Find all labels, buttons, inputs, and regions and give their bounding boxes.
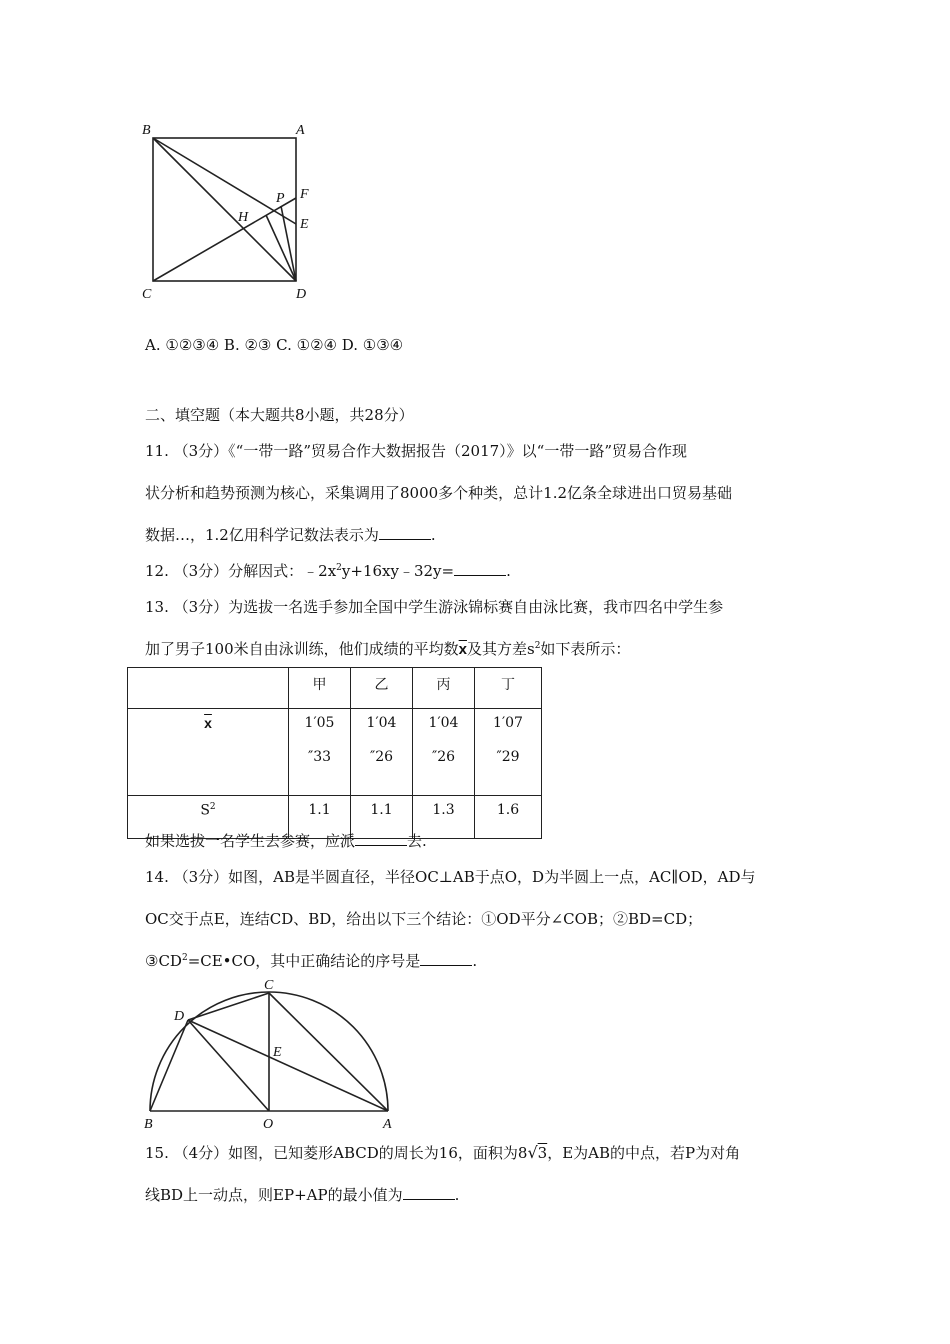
sqrt-symbol: √ (527, 1143, 538, 1162)
mean-bing-top: 1′04 (428, 715, 459, 731)
q12-line (145, 560, 511, 581)
q15-line2-text: 线BD上一动点，则EP+AP的最小值为 (145, 1186, 403, 1204)
label-a2: A (383, 1117, 392, 1130)
mean-ding-top: 1′07 (493, 715, 523, 731)
q13-answer-blank (355, 833, 407, 846)
line-pd (281, 206, 296, 281)
mean-label: $\overline{x}$ (204, 715, 212, 731)
q12-answer-blank (454, 563, 506, 576)
mean-cell (351, 709, 413, 796)
q14-sup: 2 (181, 953, 188, 963)
q13-line2-c: 如下表所示： (540, 640, 631, 658)
line-bd (150, 1020, 188, 1111)
q13-line1: 13. （3分）为选拔一名选手参加全国中学生游泳锦标赛自由泳比赛，我市四名中学生参 (145, 598, 724, 616)
q13-after-text: 如果选拔一名学生去参赛，应派 (145, 832, 356, 850)
header-ding: 丁 (475, 668, 542, 709)
q11-line3 (145, 524, 436, 545)
q14-line3-a: ③CD (145, 952, 182, 970)
q15-line2 (145, 1184, 459, 1205)
label-d: D (296, 287, 307, 302)
line-da (188, 1020, 388, 1111)
table-corner-cell (128, 668, 289, 709)
diagonal-bd (153, 138, 296, 281)
label-p: P (276, 191, 285, 206)
sqrt-value: 3 (537, 1144, 548, 1162)
q14-line1: 14. （3分）如图，AB是半圆直径，半径OC⊥AB于点O，D为半圆上一点，AC∥OD，AD与 (145, 868, 756, 886)
mean-cell (289, 709, 351, 796)
q15-line1 (145, 1142, 740, 1163)
q11-line1: 11. （3分）《“一带一路”贸易合作大数据报告（2017）》以“一带一路”贸易合作现 (145, 442, 688, 460)
line-dc (188, 993, 269, 1020)
label-b2: B (144, 1117, 153, 1130)
section2-title: 二、填空题（本大题共8小题，共28分） (145, 406, 414, 424)
variance-bing: 1.3 (413, 796, 475, 839)
q13-sup: 2 (534, 641, 541, 651)
q14-end: . (472, 952, 478, 970)
label-c: C (142, 287, 152, 302)
q14-line2: OC交于点E，连结CD、BD，给出以下三个结论：①OD平分∠COB；②BD=CD； (145, 910, 703, 928)
q15-end: . (454, 1186, 460, 1204)
variance-ding: 1.6 (475, 796, 542, 839)
table-header-row (128, 668, 542, 709)
variance-yi: 1.1 (351, 796, 413, 839)
q13-line2 (145, 638, 630, 659)
label-a: A (296, 123, 305, 138)
q13-line2-a: 加了男子100米自由泳训练，他们成绩的平均数 (145, 640, 459, 658)
mean-cell (413, 709, 475, 796)
q14-line3 (145, 950, 477, 971)
q15-answer-blank (403, 1187, 455, 1200)
figure-square-diagram (138, 118, 328, 303)
header-jia: 甲 (289, 668, 351, 709)
line-hd (266, 215, 296, 281)
label-f: F (300, 187, 309, 202)
q11-line3-text: 数据…，1.2亿用科学记数法表示为 (145, 526, 379, 544)
table-mean-row (128, 709, 542, 796)
q10-options: A. ①②③④ B. ②③ C. ①②④ D. ①③④ (145, 336, 404, 354)
q13-mean-symbol: $\overline{x}$ (458, 641, 467, 658)
variance-label: S (200, 802, 210, 819)
mean-bing-bottom: ″26 (431, 749, 456, 765)
label-b: B (142, 123, 151, 138)
q13-line2-b: 及其方差s (466, 640, 535, 658)
label-e: E (300, 217, 309, 232)
mean-cell (475, 709, 542, 796)
q13-after (145, 830, 427, 851)
variance-sup: 2 (209, 802, 216, 812)
mean-yi-bottom: ″26 (369, 749, 394, 765)
label-c2: C (264, 978, 274, 993)
q15-line1-b: ，E为AB的中点，若P为对角 (547, 1144, 741, 1162)
q15-line1-a: 15. （4分）如图，已知菱形ABCD的周长为16，面积为8 (145, 1144, 528, 1162)
label-o2: O (263, 1117, 274, 1130)
variance-jia: 1.1 (289, 796, 351, 839)
q13-score-table (127, 667, 542, 839)
q11-end: . (430, 526, 436, 544)
q11-line2: 状分析和趋势预测为核心，采集调用了8000多个种类，总计1.2亿条全球进出口贸易基础 (145, 484, 733, 502)
q14-line3-b: =CE•CO，其中正确结论的序号是 (187, 952, 421, 970)
mean-ding-bottom: ″29 (496, 749, 520, 765)
figure-semicircle-diagram (140, 978, 400, 1130)
q12-end: . (506, 562, 511, 580)
q12-mid: y+16xy﹣32y= (341, 562, 455, 580)
mean-label-cell (128, 709, 289, 796)
header-bing: 丙 (413, 668, 475, 709)
q14-answer-blank (420, 953, 472, 966)
header-yi: 乙 (351, 668, 413, 709)
label-e2: E (273, 1045, 282, 1060)
q12-prefix: 12. （3分）分解因式：﹣2x (145, 562, 337, 580)
line-do (188, 1020, 269, 1111)
q11-answer-blank (379, 527, 431, 540)
q12-sup: 2 (336, 563, 342, 573)
mean-yi-top: 1′04 (366, 715, 397, 731)
q13-after-end: 去. (407, 832, 427, 850)
line-ca (269, 993, 388, 1111)
mean-jia-top: 1′05 (304, 715, 335, 731)
label-d2: D (174, 1009, 185, 1024)
label-h: H (238, 210, 249, 225)
mean-jia-bottom: ″33 (307, 749, 332, 765)
